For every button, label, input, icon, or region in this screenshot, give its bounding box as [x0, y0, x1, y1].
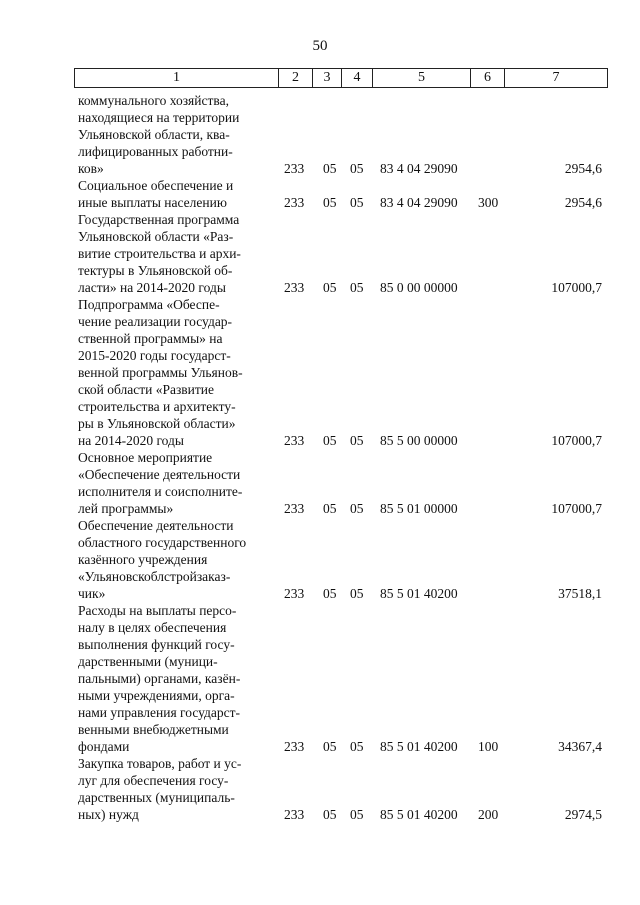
description-line: витие строительства и архи- [78, 246, 241, 261]
table-header [74, 68, 608, 88]
description-line: ласти» на 2014-2020 годы [78, 280, 226, 295]
description-line: луг для обеспечения госу- [78, 773, 229, 788]
amount: 107000,7 [551, 433, 602, 448]
subsection-code: 05 [350, 807, 364, 822]
header-col-1: 1 [75, 69, 279, 87]
description-line: ской области «Развитие [78, 382, 215, 397]
amount: 107000,7 [551, 501, 602, 516]
ministry-code: 233 [284, 586, 305, 601]
description-line: областного государственного [78, 535, 247, 550]
table-row [0, 755, 640, 823]
ministry-code: 233 [284, 807, 305, 822]
row-description [78, 602, 274, 755]
ministry-code: 233 [284, 501, 305, 516]
description-line: иные выплаты населению [78, 195, 227, 210]
table-row [0, 92, 640, 177]
amount: 2974,5 [564, 807, 602, 822]
target-article-code: 83 4 04 29090 [380, 195, 458, 210]
table-row [0, 296, 640, 449]
description-line: Ульяновской области «Раз- [78, 229, 234, 244]
header-col-3: 3 [313, 69, 342, 87]
target-article-code: 85 5 01 40200 [380, 807, 458, 822]
description-line: Подпрограмма «Обеспе- [78, 297, 220, 312]
subsection-code: 05 [350, 195, 364, 210]
amount: 2954,6 [564, 195, 602, 210]
target-article-code: 85 5 01 40200 [380, 586, 458, 601]
row-description [78, 296, 274, 449]
target-article-code: 83 4 04 29090 [380, 161, 458, 176]
description-line: ными учреждениями, орга- [78, 688, 235, 703]
header-col-4: 4 [342, 69, 373, 87]
description-line: фондами [78, 739, 130, 754]
subsection-code: 05 [350, 739, 364, 754]
row-description [78, 449, 274, 517]
subsection-code: 05 [350, 161, 364, 176]
description-line: чик» [78, 586, 106, 601]
row-description [78, 517, 274, 602]
target-article-code: 85 0 00 00000 [380, 280, 458, 295]
subsection-code: 05 [350, 586, 364, 601]
description-line: нами управления государст- [78, 705, 241, 720]
section-code: 05 [323, 586, 337, 601]
description-line: коммунального хозяйства, [78, 93, 229, 108]
row-description [78, 755, 274, 823]
description-line: Основное мероприятие [78, 450, 213, 465]
description-line: тектуры в Ульяновской об- [78, 263, 233, 278]
section-code: 05 [323, 195, 337, 210]
description-line: ков» [78, 161, 104, 176]
description-line: лей программы» [78, 501, 174, 516]
section-code: 05 [323, 739, 337, 754]
table-row [0, 602, 640, 755]
row-description [78, 177, 274, 211]
target-article-code: 85 5 01 40200 [380, 739, 458, 754]
ministry-code: 233 [284, 195, 305, 210]
description-line: 2015-2020 годы государст- [78, 348, 231, 363]
header-col-2: 2 [279, 69, 313, 87]
description-line: Государственная программа [78, 212, 240, 227]
amount: 34367,4 [558, 739, 602, 754]
description-line: налу в целях обеспечения [78, 620, 227, 635]
section-code: 05 [323, 501, 337, 516]
description-line: казённого учреждения [78, 552, 208, 567]
expense-type-code: 100 [478, 739, 499, 754]
row-description [78, 92, 274, 177]
target-article-code: 85 5 00 00000 [380, 433, 458, 448]
description-line: «Обеспечение деятельности [78, 467, 241, 482]
description-line: чение реализации государ- [78, 314, 233, 329]
section-code: 05 [323, 807, 337, 822]
description-line: строительства и архитекту- [78, 399, 236, 414]
header-col-7: 7 [552, 70, 560, 85]
description-line: находящиеся на территории [78, 110, 240, 125]
page-number: 50 [312, 38, 328, 54]
description-line: Расходы на выплаты персо- [78, 603, 237, 618]
amount: 37518,1 [558, 586, 602, 601]
ministry-code: 233 [284, 161, 305, 176]
description-line: исполнителя и соисполните- [78, 484, 243, 499]
description-line: Социальное обеспечение и [78, 178, 234, 193]
section-code: 05 [323, 161, 337, 176]
amount: 107000,7 [551, 280, 602, 295]
description-line: «Ульяновскоблстройзаказ- [78, 569, 231, 584]
section-code: 05 [323, 280, 337, 295]
description-line: венными внебюджетными [78, 722, 229, 737]
section-code: 05 [323, 433, 337, 448]
description-line: лифицированных работни- [78, 144, 233, 159]
description-line: ственной программы» на [78, 331, 223, 346]
header-col-6: 6 [471, 69, 505, 87]
subsection-code: 05 [350, 501, 364, 516]
description-line: выполнения функций госу- [78, 637, 235, 652]
ministry-code: 233 [284, 433, 305, 448]
ministry-code: 233 [284, 280, 305, 295]
description-line: дарственными (муници- [78, 654, 218, 669]
description-line: ных) нужд [78, 807, 139, 822]
description-line: пальными) органами, казён- [78, 671, 241, 686]
description-line: дарственных (муниципаль- [78, 790, 235, 805]
expense-type-code: 200 [478, 807, 499, 822]
description-line: Закупка товаров, работ и ус- [78, 756, 242, 771]
row-description [78, 211, 274, 296]
description-line: ры в Ульяновской области» [78, 416, 236, 431]
header-col-5: 5 [373, 69, 471, 87]
description-line: венной программы Ульянов- [78, 365, 243, 380]
expense-type-code: 300 [478, 195, 499, 210]
description-line: на 2014-2020 годы [78, 433, 184, 448]
table-row [0, 449, 640, 517]
table-row [0, 517, 640, 602]
description-line: Обеспечение деятельности [78, 518, 234, 533]
ministry-code: 233 [284, 739, 305, 754]
target-article-code: 85 5 01 00000 [380, 501, 458, 516]
subsection-code: 05 [350, 280, 364, 295]
subsection-code: 05 [350, 433, 364, 448]
amount: 2954,6 [564, 161, 602, 176]
description-line: Ульяновской области, ква- [78, 127, 230, 142]
table-row [0, 211, 640, 296]
table-row [0, 177, 640, 211]
